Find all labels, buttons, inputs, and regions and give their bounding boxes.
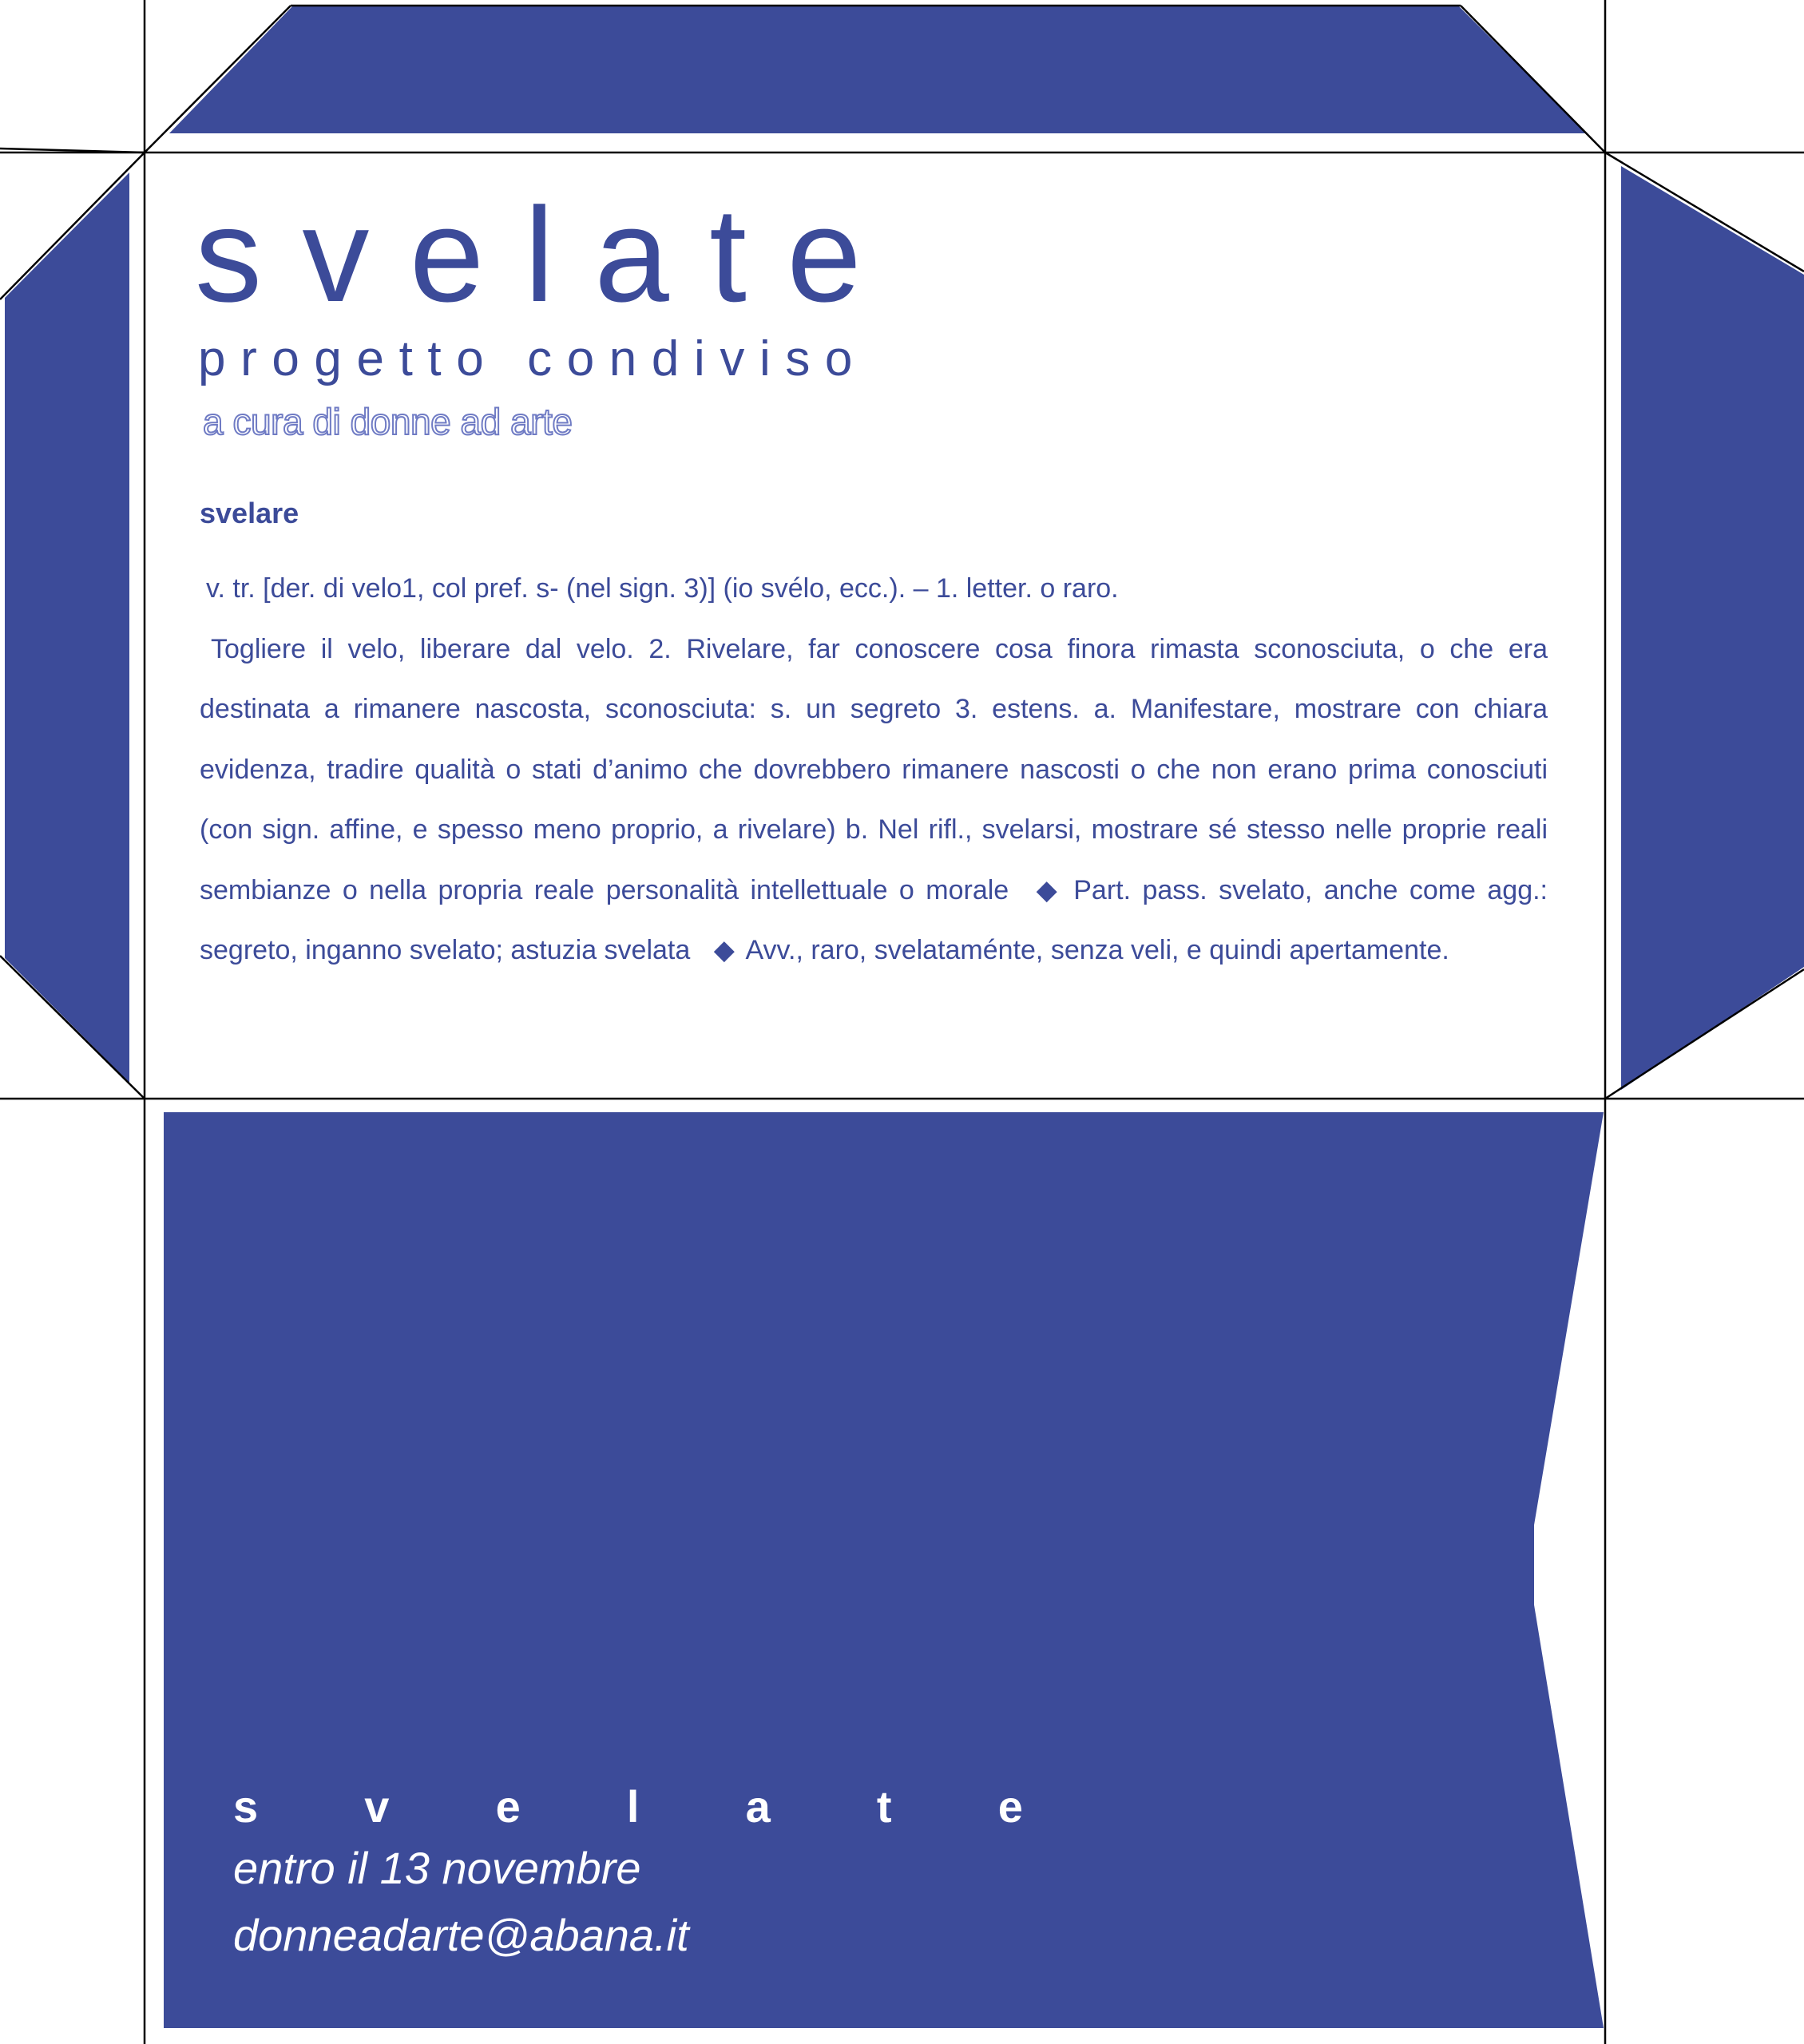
flap-deadline: entro il 13 novembre [233,1843,641,1893]
definition-body [200,620,1548,981]
dictionary-headword: svelare [200,497,299,529]
definition-participle: Part. pass. svelato, anche come agg.: segreto, inganno svelato; astuzia svelata [200,874,1548,965]
definition-senses: Togliere il velo, liberare dal velo. 2. Rivelare, far conoscere cosa finora rimasta sconosciuta, o che era destinata a rimanere nascosta, sconosciuta: s. un segreto 3. estens. a. Manifestare, mostrare con chiara evidenza, tradire qualità o stati d’animo che dovrebbero rimanere nascosti o che non erano prima conosciuti (con sign. affine, e spesso meno proprio, a rivelare) b. Nel rifl., svelarsi, mostrare sé stesso nelle proprie reali sembianze o nella propria reale personalità intellettuale o morale [200,633,1548,905]
right-flap [1621,166,1804,1090]
diamond-bullet-icon: ◆ [1036,874,1057,905]
flap-title: s v e l a t e [233,1781,1070,1832]
flap-email[interactable]: donneadarte@abana.it [233,1910,689,1960]
top-flap [169,6,1587,133]
definition-grammar-line: v. tr. [der. di velo1, col pref. s- (nel sign. 3)] (io svélo, ecc.). – 1. letter. o raro. [206,573,1119,604]
left-flap [5,172,129,1083]
curator-line: a cura di donne ad arte [203,401,573,442]
definition-adverb: Avv., raro, svelataménte, senza veli, e quindi apertamente. [745,935,1449,965]
subtitle: progetto condiviso [198,331,868,386]
diamond-bullet-icon: ◆ [713,935,735,965]
dictionary-definition [200,559,1548,981]
main-title: svelate [195,180,902,330]
